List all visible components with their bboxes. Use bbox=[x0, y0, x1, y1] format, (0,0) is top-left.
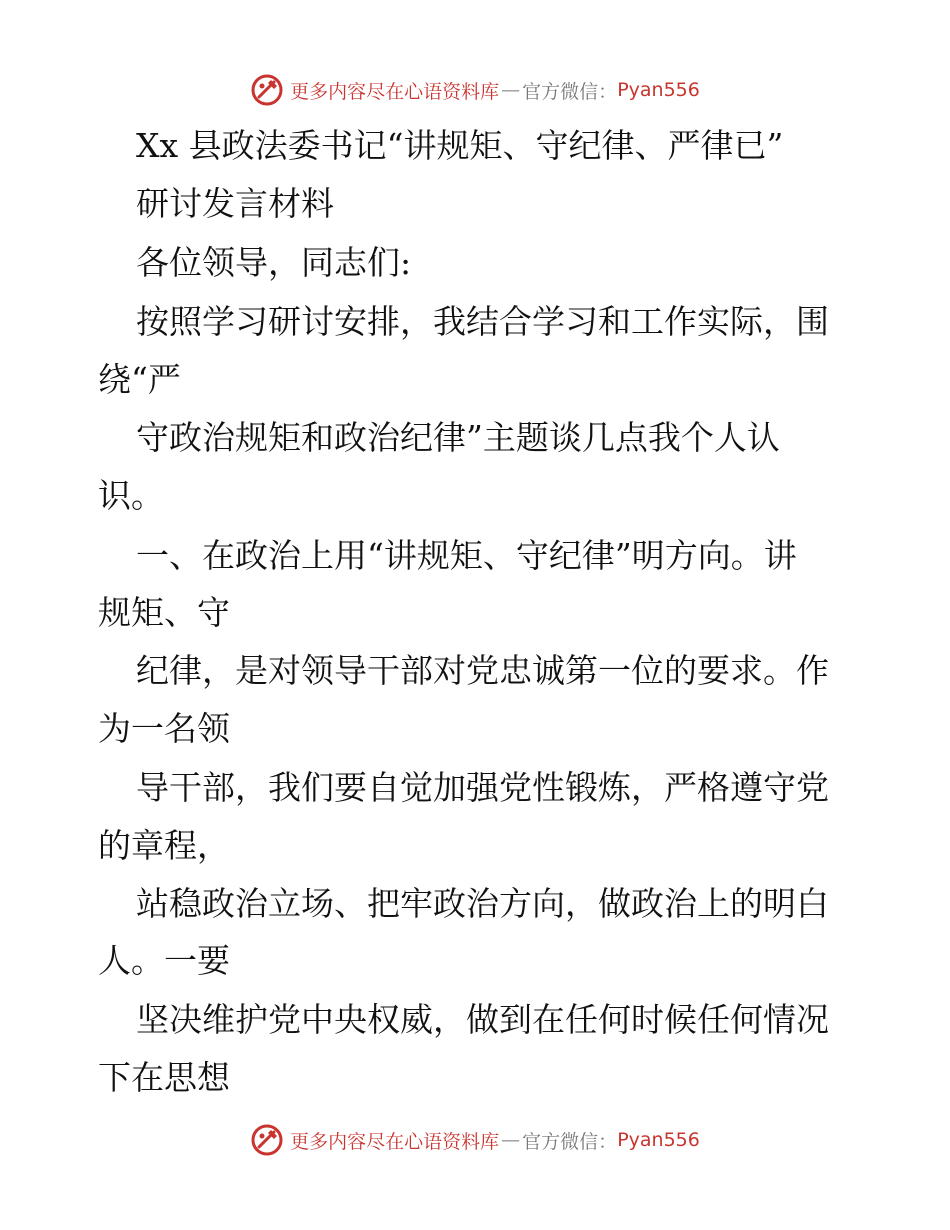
doc-line: 识。 bbox=[98, 476, 164, 515]
doc-line: 守政治规矩和政治纪律”主题谈几点我个人认 bbox=[136, 418, 780, 457]
doc-line: 的章程， bbox=[98, 826, 230, 865]
watermark-brand-text: 更多内容尽在心语资料库 bbox=[290, 1130, 500, 1153]
doc-line: 一、在政治上用“讲规矩、守纪律”明方向。讲 bbox=[136, 536, 797, 575]
doc-line: 绕“严 bbox=[98, 360, 181, 399]
doc-title-line-2: 研讨发言材料 bbox=[136, 184, 334, 223]
doc-salutation: 各位领导，同志们: bbox=[136, 243, 412, 282]
doc-line: 纪律，是对领导干部对党忠诚第一位的要求。作 bbox=[136, 651, 829, 690]
doc-line: 按照学习研讨安排，我结合学习和工作实际，围 bbox=[136, 302, 829, 341]
header-watermark bbox=[0, 70, 950, 110]
doc-line: 下在思想 bbox=[98, 1058, 230, 1097]
doc-line: 规矩、守 bbox=[98, 593, 230, 632]
watermark-dash: — bbox=[501, 79, 521, 101]
watermark-dash: — bbox=[501, 1129, 521, 1151]
doc-line: 为一名领 bbox=[98, 709, 230, 748]
brand-logo-icon bbox=[250, 1123, 284, 1157]
watermark-wechat-id: Pyan556 bbox=[617, 1129, 700, 1151]
footer-watermark bbox=[0, 1120, 950, 1160]
watermark-brand-text: 更多内容尽在心语资料库 bbox=[290, 80, 500, 103]
watermark-wechat-id: Pyan556 bbox=[617, 79, 700, 101]
doc-line: 人。一要 bbox=[98, 941, 230, 980]
brand-logo-icon bbox=[250, 73, 284, 107]
doc-line: 站稳政治立场、把牢政治方向，做政治上的明白 bbox=[136, 884, 829, 923]
doc-line: 坚决维护党中央权威，做到在任何时候任何情况 bbox=[136, 1000, 829, 1039]
doc-line: 导干部，我们要自觉加强党性锻炼，严格遵守党 bbox=[136, 768, 829, 807]
doc-title-line-1: Xx 县政法委书记“讲规矩、守纪律、严律已” bbox=[136, 126, 784, 165]
watermark-official-label: 官方微信： bbox=[522, 80, 618, 103]
watermark-official-label: 官方微信： bbox=[522, 1130, 618, 1153]
